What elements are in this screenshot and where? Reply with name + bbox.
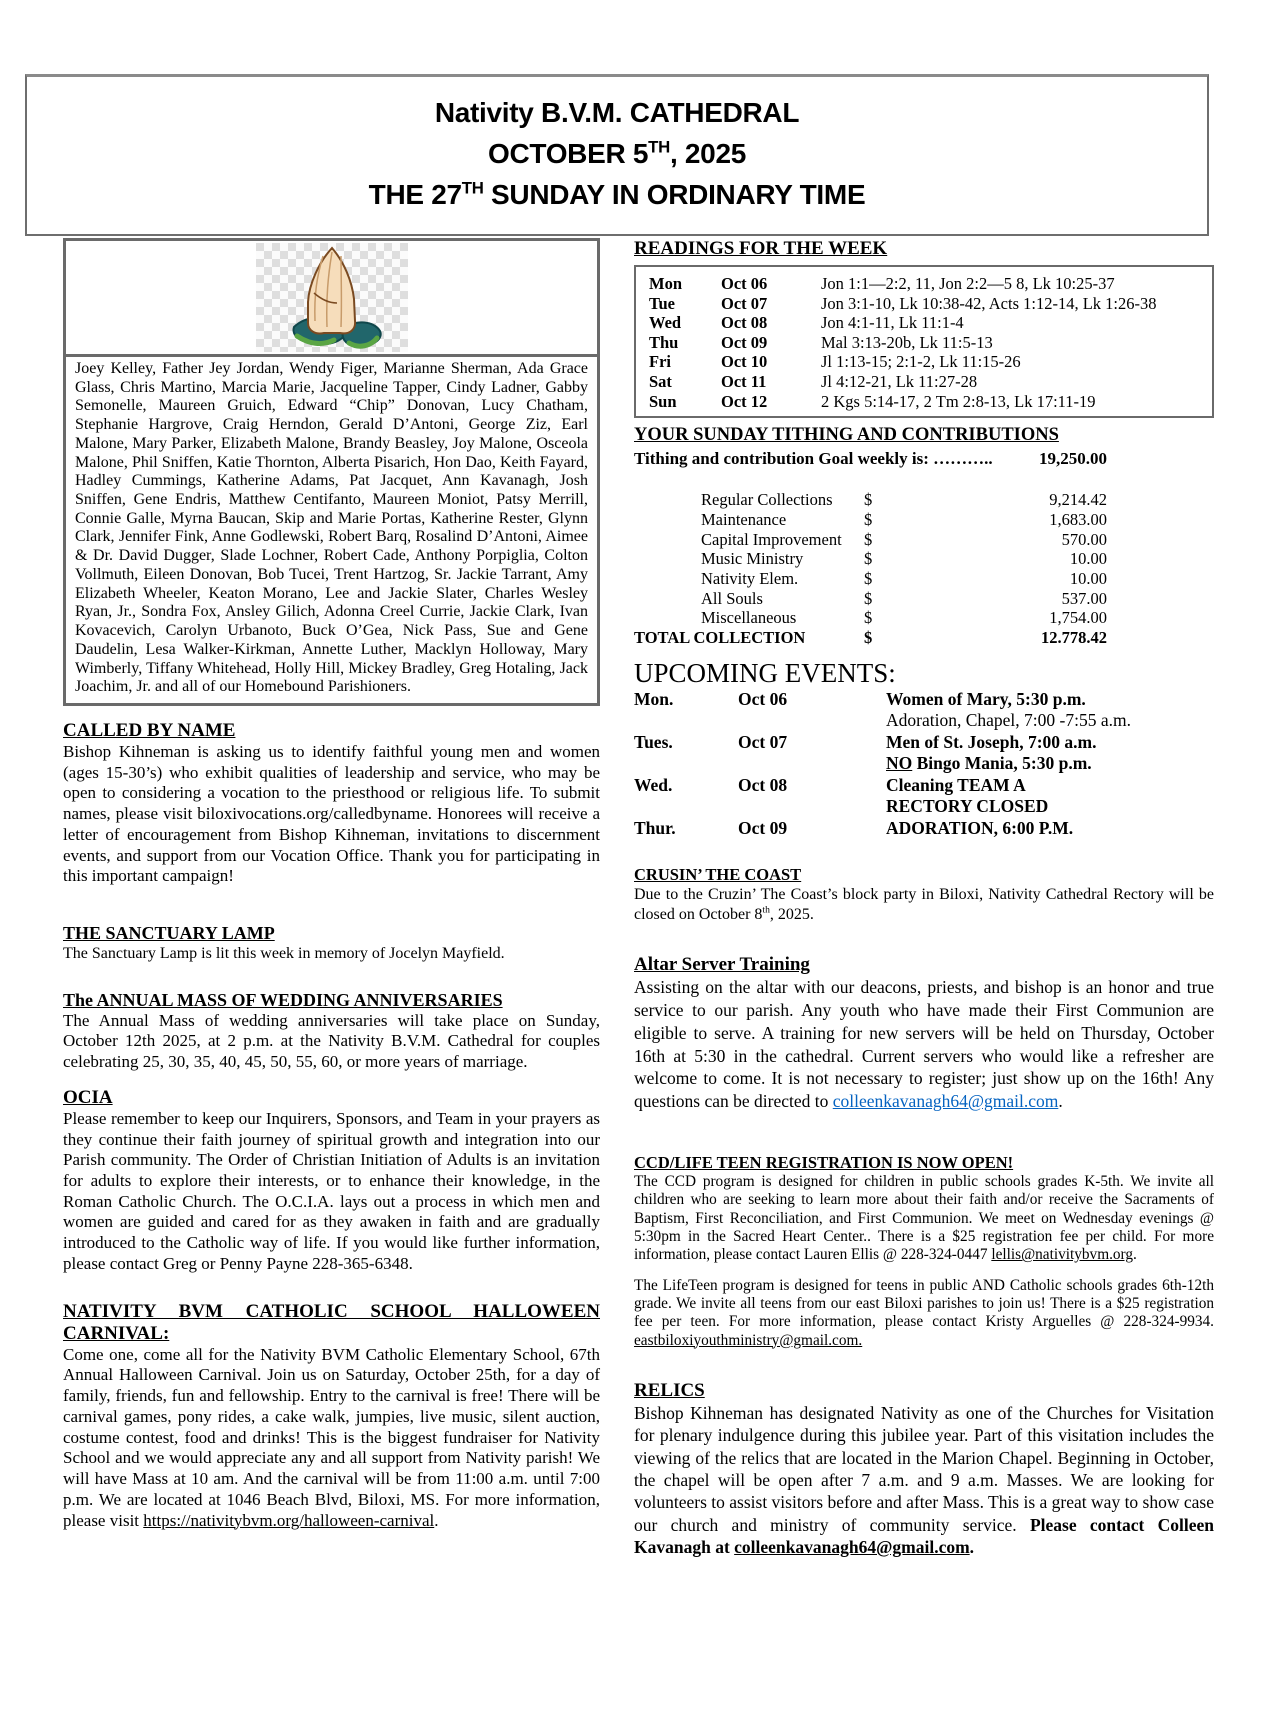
altar-server-body: Assisting on the altar with our deacons, priests, and bishop is an honor and true service to our parish. Any youth who have made their First Communion are eligible to serve. A training for new servers will be held on Thursday, October 16th at 5:30 in the cathedral. Current servers who would like a refresher are welcome to come. It is not necessary to register; just show up on the 16th! Any questions can be directed to colleenkavanagh64@gmail.com. bbox=[634, 977, 1214, 1112]
table-row: Mon Oct 06 Jon 1:1—2:2, 11, Jon 2:2—5 8, Lk 10:25-37 bbox=[649, 274, 1115, 293]
event-row-mon: Mon. Oct 06 Women of Mary, 5:30 p.m. Adoration, Chapel, 7:00 -7:55 a.m. bbox=[634, 688, 1131, 731]
relics-email-link[interactable]: colleenkavanagh64@gmail.com bbox=[734, 1537, 970, 1558]
carnival-body: Come one, come all for the Nativity BVM Catholic Elementary School, 67th Annual Halloween Carnival. Join us on Saturday, October 25th, for a day of family, friends, fun and fellowship. Entry to the carnival is free! There will be carnival games, pony rides, a cake walk, jumpies, live music, silent auction, costume contest, food and drinks! This is the biggest fundraiser for Nativity School and we would appreciate any and all support from Nativity parish! We will have Mass at 10 am. And the carnival will be from 11:00 a.m. until 7:00 p.m. We are located at 1046 Beach Blvd, Biloxi, MS. For more information, please visit https://nativitybvm.org/halloween-carnival. bbox=[63, 1344, 600, 1530]
wedding-anniversaries-body: The Annual Mass of wedding anniversaries will take place on Sunday, October 12th 2025, at 2 p.m. at the Nativity B.V.M. Cathedral for couples celebrating 25, 30, 35, 40, 45, 50, 55, 60, or more years of marriage. bbox=[63, 1010, 600, 1072]
carnival-heading: NATIVITY BVM CATHOLIC SCHOOL HALLOWEEN CARNIVAL: bbox=[63, 1300, 600, 1344]
upcoming-events-heading: UPCOMING EVENTS: bbox=[634, 657, 896, 688]
ccd-heading: CCD/LIFE TEEN REGISTRATION IS NOW OPEN! bbox=[634, 1152, 1014, 1172]
readings-heading: READINGS FOR THE WEEK bbox=[634, 238, 888, 259]
relics-body: Bishop Kihneman has designated Nativity as one of the Churches for Visitation for plenary indulgence during this jubilee year. Part of this visitation includes the viewing of the relics that are located in the Marion Chapel. Beginning in October, the chapel will be open after 7 a.m. and 9 a.m. Masses. We are looking for volunteers to assist visitors before and after Mass. This is a great way to show case our church and ministry of community service. Please contact Colleen Kavanagh at colleenkavanagh64@gmail.com. bbox=[634, 1402, 1215, 1558]
left-column bbox=[63, 238, 600, 1531]
table-row: Sun Oct 12 2 Kgs 5:14-17, 2 Tm 2:8-13, Lk 17:11-19 bbox=[649, 391, 1096, 411]
praying-hands-icon bbox=[256, 243, 408, 352]
crusin-body: Due to the Cruzin’ The Coast’s block party in Biloxi, Nativity Cathedral Rectory will be closed on October 8th, 2025. bbox=[634, 886, 1214, 923]
prayer-list-box bbox=[63, 238, 600, 706]
table-row: Sat Oct 11 Jl 4:12-21, Lk 11:27-28 bbox=[649, 371, 978, 391]
crusin-heading: CRUSIN’ THE COAST bbox=[634, 865, 802, 885]
lifeteen-paragraph: The LifeTeen program is designed for teens in public AND Catholic schools grades 6th-12th grade. We invite all teens from our east Biloxi parishes to join us! There is a $25 registration fee per teen. For more information, please contact Kristy Arguelles @ 228-324-9934. eastbiloxiyouthministry@gmail.com. bbox=[634, 1276, 1214, 1349]
tithing-heading: YOUR SUNDAY TITHING AND CONTRIBUTIONS bbox=[634, 425, 1059, 446]
bulletin-date: OCTOBER 5TH, 2025 bbox=[488, 137, 746, 169]
table-row: Music Ministry $ 10.00 bbox=[701, 549, 1107, 569]
table-row: Tue Oct 07 Jon 3:1-10, Lk 10:38-42, Acts 1:12-14, Lk 1:26-38 bbox=[649, 293, 1157, 313]
table-row: Regular Collections $ 9,214.42 bbox=[701, 490, 1107, 510]
event-row-thu: Thur. Oct 09 ADORATION, 6:00 P.M. bbox=[634, 817, 1074, 838]
carnival-link[interactable]: https://nativitybvm.org/halloween-carnival bbox=[143, 1510, 435, 1530]
table-row: Fri Oct 10 Jl 1:13-15; 2:1-2, Lk 11:15-26 bbox=[649, 352, 1021, 372]
ccd-paragraph-1: The CCD program is designed for children in public schools grades K-5th. We invite all children who are seeking to learn more about their faith and/or receive the Sacraments of Baptism, First Reconciliation, and First Communion. We meet on Wednesday evenings @ 5:30pm in the Sacred Heart Center.. There is a $25 registration fee per child. For more information, please contact Lauren Ellis @ 228-324-0447 lellis@nativitybvm.org. bbox=[634, 1172, 1214, 1264]
table-row: Miscellaneous $ 1,754.00 bbox=[701, 608, 1107, 628]
readings-table bbox=[634, 265, 1214, 418]
table-row: Thu Oct 09 Mal 3:13-20b, Lk 11:5-13 bbox=[649, 332, 993, 352]
sunday-title: THE 27TH SUNDAY IN ORDINARY TIME bbox=[368, 178, 866, 210]
prayer-names-list: Joey Kelley, Father Jey Jordan, Wendy Figer, Marianne Sherman, Ada Grace Glass, Chris Martino, Marcia Marie, Jacqueline Tapper, Cindy Ladner, Gabby Semonelle, Maureen Gruich, Edward “Chip” Donovan, Lucy Chatham, Stephanie Hargrove, Craig Herndon, Gerald D’Antoni, George Ziz, Earl Malone, Mary Parker, Elizabeth Malone, Brandy Beasley, Joy Malone, Osceola Malone, Phil Sniffen, Katie Thornton, Alberta Pisarich, Hon Dao, Keith Fayard, Hadley Cummings, Katherine Adams, Pat Jacquet, Ann Kavanagh, Josh Sniffen, Gene Endris, Matthew Centifanto, Maureen Moniot, Patsy Merrill, Connie Galle, Myrna Baucan, Skip and Marie Portas, Katherine Rester, Glynn Clark, Jennifer Fink, Anne Godlewski, Robert Barq, Rosalind D’Antoni, Aimee & Dr. David Dugger, Slade Lochner, Robert Cade, Anthony Porpiglia, Colton Vollmuth, Eileen Donovan, Bob Tucei, Trent Hartzog, Sr. Jackie Tarrant, Amy Elizabeth Wheeler, Keaton Morano, Lee and Jackie Slater, Charles Wesley Ryan, Jr., Sondra Fox, Ansley Gilich, Adonna Creel Currie, Jackie Clark, Ivan Kovacevich, Carolyn Urbanoto, Buck O’Gea, Nick Pass, Sue and Gene Daudelin, Lesa Walker-Kirkman, Annette Luther, Macklyn Holloway, Mary Wimberly, Tiffany Whitehead, Holly Hill, Mickey Bradley, Greg Hotaling, Jack Joachim, Jr. and all of our Homebound Parishioners. bbox=[75, 360, 588, 696]
sanctuary-lamp-body: The Sanctuary Lamp is lit this week in memory of Jocelyn Mayfield. bbox=[63, 945, 505, 963]
tithing-goal-amount: 19,250.00 bbox=[1039, 449, 1107, 469]
table-row: Maintenance $ 1,683.00 bbox=[701, 509, 1107, 529]
table-row: All Souls $ 537.00 bbox=[701, 588, 1107, 608]
total-collection-row: TOTAL COLLECTION $ 12.778.42 bbox=[634, 628, 1107, 648]
prayer-image-cell bbox=[66, 241, 597, 357]
table-row: Capital Improvement $ 570.00 bbox=[701, 529, 1107, 549]
called-by-name-heading: CALLED BY NAME bbox=[63, 719, 236, 741]
event-row-tue: Tues. Oct 07 Men of St. Joseph, 7:00 a.m. NO Bingo Mania, 5:30 p.m. bbox=[634, 731, 1097, 774]
ccd-email-link[interactable]: lellis@nativitybvm.org bbox=[991, 1246, 1134, 1264]
bulletin-body bbox=[63, 238, 1275, 1559]
ocia-heading: OCIA bbox=[63, 1086, 113, 1108]
table-row: Wed Oct 08 Jon 4:1-11, Lk 11:1-4 bbox=[649, 313, 964, 333]
ocia-body: Please remember to keep our Inquirers, Sponsors, and Team in your prayers as they continue their faith journey of spiritual growth and integration into our Parish community. The Order of Christian Initiation of Adults is an invitation for adults to explore their interests, or to enhance their knowledge, in the Roman Catholic Church. The O.C.I.A. lays out a process in which men and women are guided and cared for as they awaken in faith and are gradually introduced to the Catholic way of life. If you would like further information, please contact Greg or Penny Payne 228-365-6348. bbox=[63, 1108, 600, 1273]
altar-server-heading: Altar Server Training bbox=[634, 954, 810, 976]
wedding-anniversaries-heading: The ANNUAL MASS OF WEDDING ANNIVERSARIES bbox=[63, 989, 503, 1010]
event-row-wed: Wed. Oct 08 Cleaning TEAM A RECTORY CLOSED bbox=[634, 774, 1049, 817]
bulletin-header bbox=[25, 74, 1209, 236]
table-row: Nativity Elem. $ 10.00 bbox=[701, 568, 1107, 588]
altar-email-link[interactable]: colleenkavanagh64@gmail.com bbox=[832, 1091, 1059, 1112]
sanctuary-lamp-heading: THE SANCTUARY LAMP bbox=[63, 923, 275, 944]
collections-table bbox=[634, 490, 1107, 648]
lifeteen-email-link[interactable]: eastbiloxiyouthministry@gmail.com. bbox=[634, 1331, 863, 1349]
tithing-goal-line bbox=[634, 449, 1107, 469]
right-column bbox=[634, 238, 1214, 1559]
called-by-name-body: Bishop Kihneman is asking us to identify faithful young men and women (ages 15-30’s) who exhibit qualities of leadership and service, who may be open to considering a vocation to the priesthood or religious life. To submit names, please visit biloxivocations.org/calledbyname. Honorees will receive a letter of encouragement from Bishop Kihneman, invitations to discernment events, and support from our Vocation Office. Thank you for participating in this important campaign! bbox=[63, 741, 600, 886]
relics-heading: RELICS bbox=[634, 1379, 705, 1401]
church-title: Nativity B.V.M. CATHEDRAL bbox=[434, 97, 800, 128]
tithing-goal-label: Tithing and contribution Goal weekly is: ……….. bbox=[634, 449, 993, 469]
